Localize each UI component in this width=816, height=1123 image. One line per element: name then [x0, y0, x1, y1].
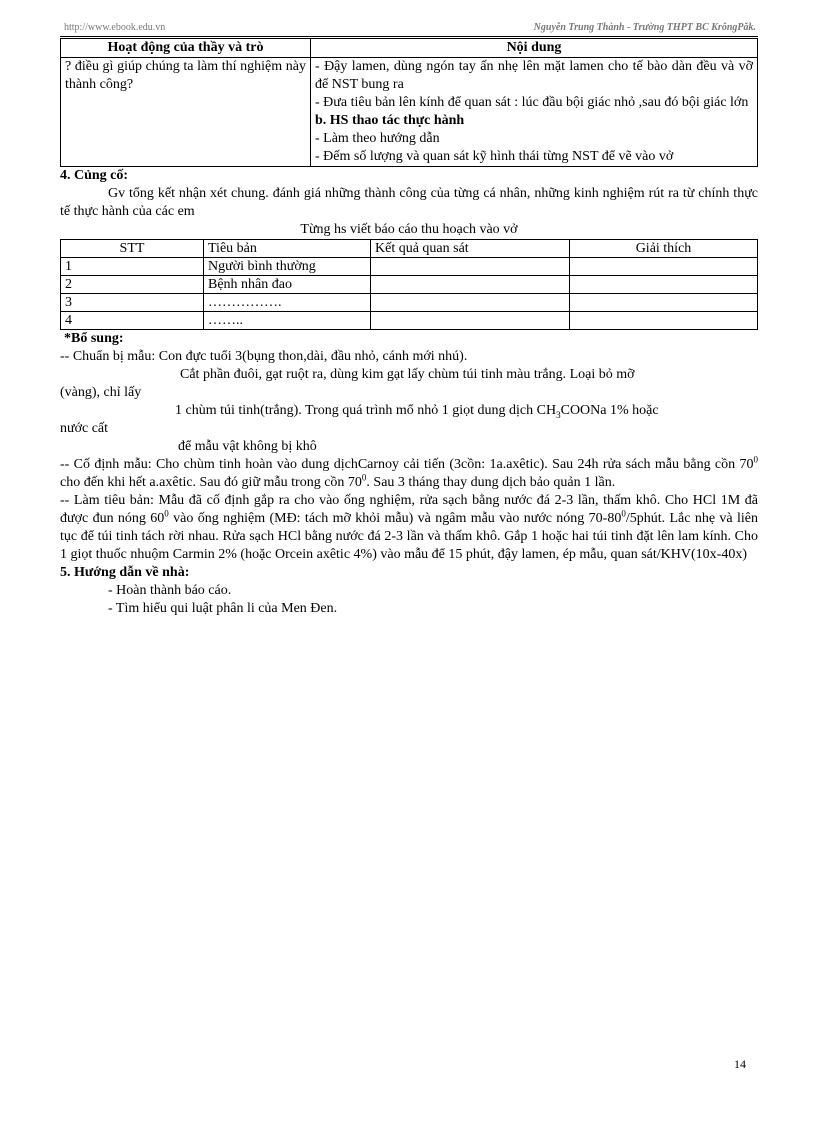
report-cell: ……………. [204, 294, 371, 312]
superscript: 0 [164, 508, 169, 519]
table-row [61, 312, 758, 330]
report-caption: Từng hs viết báo cáo thu hoạch vào vở [300, 222, 518, 237]
page-number: 14 [734, 1057, 746, 1071]
content-line: - Đậy lamen, dùng ngón tay ấn nhẹ lên mặt lamen cho tế bào dàn đều và vỡ để NST bung ra [315, 59, 753, 92]
report-table [60, 239, 758, 330]
content-line: - Đếm số lượng và quan sát kỹ hình thái từng NST để vẽ vào vở [315, 149, 674, 164]
report-header: Kết quả quan sát [371, 240, 570, 258]
report-cell [570, 294, 758, 312]
report-cell [570, 258, 758, 276]
content-subheading: b. HS thao tác thực hành [315, 113, 465, 128]
subscript: 3 [556, 409, 561, 420]
fix-text: . Sau 3 tháng thay dung dịch bảo quản 1 lần. [366, 475, 616, 490]
activity-content [311, 58, 758, 167]
table-row [61, 258, 758, 276]
content-line: - Đưa tiêu bản lên kính để quan sát : lúc đầu bội giác nhỏ ,sau đó bội giác lớn [315, 95, 749, 110]
report-cell: Bệnh nhân đao [204, 276, 371, 294]
slide-label: -- Làm tiêu bản: [60, 493, 154, 508]
header-url: http://www.ebook.edu.vn [64, 22, 166, 33]
slide-text: vào ống nghiệm (MĐ: tách mỡ khỏi mẫu) và ngâm mẫu vào nước nóng 70-80 [168, 511, 622, 526]
prep-label: -- Chuẩn bị mẫu: [60, 349, 156, 364]
prep-line-2: Cắt phần đuôi, gạt ruột ra, dùng kim gạt lấy chùm túi tinh màu trắng. Loại bỏ mỡ [180, 367, 635, 382]
slide-text: /5phút. Lắc nhẹ và liên tục để túi tinh tách rời nhau. Rửa sạch HCl bằng nước đá 2-3 lần và thấm khô. Gắp 1 hoặc hai túi tinh đặt lên lam kính. Cho 1 giọt thuốc nhuộm Carmin 2% (hoặc Orcein axêtic 4%) vào mẫu để 15 phút, đậy lamen, ép mẫu, quan sát/KHV(10x-40x) [60, 511, 758, 562]
prep-line-2b: (vàng), chỉ lấy [60, 385, 142, 400]
prep-text: Con đực tuổi 3(bụng thon,dài, đầu nhỏ, cánh mới nhú). [158, 349, 468, 364]
report-header: STT [61, 240, 204, 258]
fixation-paragraph [60, 456, 758, 492]
header-divider [60, 36, 758, 37]
activity-col2-header: Nội dung [311, 39, 758, 58]
prep-line-3c: nước cất [60, 421, 109, 436]
report-cell: 4 [61, 312, 204, 330]
report-cell: 3 [61, 294, 204, 312]
report-header: Giải thích [570, 240, 758, 258]
superscript: 0 [361, 472, 367, 483]
report-cell: …….. [204, 312, 371, 330]
report-cell [570, 276, 758, 294]
page-content [60, 38, 758, 618]
list-item: - Tìm hiểu qui luật phân li của Men Đen. [108, 601, 338, 616]
prep-text: 1 chùm túi tinh(trắng). Trong quá trình mổ nhỏ 1 giọt dung dịch CH [175, 403, 557, 418]
table-row [61, 276, 758, 294]
supplement-title: *Bổ sung: [64, 331, 124, 346]
prep-text: COONa 1% hoặc [560, 403, 659, 418]
prep-line-4: để mẫu vật không bị khô [178, 439, 317, 454]
superscript: 0 [753, 454, 758, 465]
report-cell: 1 [61, 258, 204, 276]
report-cell: Người bình thường [204, 258, 371, 276]
report-header: Tiêu bản [204, 240, 371, 258]
prep-line-3 [60, 402, 758, 420]
report-cell [371, 294, 570, 312]
fix-text: cho đến khi hết a.axêtic. Sau đó giữ mẫu trong cồn 70 [60, 475, 362, 490]
report-cell [371, 258, 570, 276]
header-author: Nguyễn Trung Thành - Trường THPT BC KrôngPăk. [533, 22, 756, 33]
fix-text: -- Cố định mẫu: Cho chùm tinh hoàn vào dung dịchCarnoy cải tiến (3cồn: 1a.axêtic). Sau 24h rửa sách mẫu bằng cồn 70 [60, 457, 754, 472]
activity-table [60, 38, 758, 167]
report-cell [570, 312, 758, 330]
report-cell [371, 276, 570, 294]
activity-col1-header: Hoạt động của thầy và trò [61, 39, 311, 58]
list-item: - Hoàn thành báo cáo. [108, 583, 232, 598]
activity-question: ? điều gì giúp chúng ta làm thí nghiệm này thành công? [61, 58, 311, 167]
table-row [61, 294, 758, 312]
section4-title: 4. Củng cố: [60, 168, 129, 183]
report-cell [371, 312, 570, 330]
superscript: 0 [621, 508, 626, 519]
prep-line-1 [60, 348, 758, 366]
section5-title: 5. Hướng dẫn về nhà: [60, 565, 190, 580]
slide-text: Mẫu đã cố định gắp ra cho vào ống nghiệm, rửa sạch bằng nước đá 2-3 lần, thấm khô. Cho HCl 1M đã được đun nóng 60 [60, 493, 758, 526]
slide-paragraph [60, 492, 758, 564]
report-cell: 2 [61, 276, 204, 294]
section4-text: Gv tổng kết nhận xét chung. đánh giá những thành công của từng cá nhân, những kinh nghiệm rút ra từ chính thực tế thực hành của các em [60, 186, 758, 219]
content-line: - Làm theo hướng dẫn [315, 131, 440, 146]
